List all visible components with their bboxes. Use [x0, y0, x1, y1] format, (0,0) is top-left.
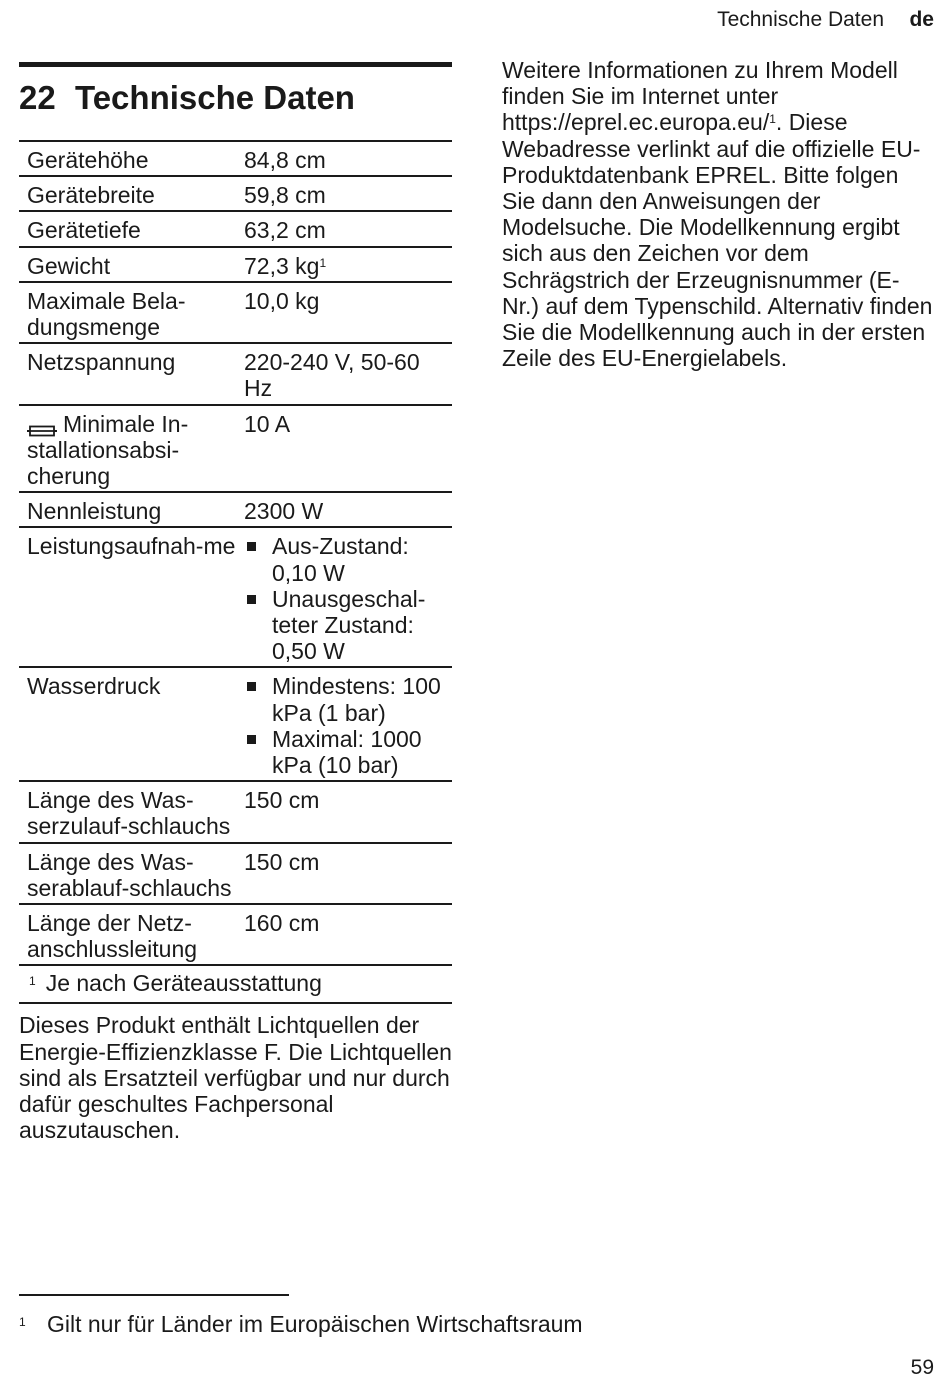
row-label: Minimale In-stallationsabsi-cherung — [27, 410, 189, 490]
table-row — [19, 405, 452, 493]
eprel-text-continued: . Diese Webadresse verlinkt auf die offizielle EU-Produktdatenbank EPREL. Bitte folgen Sie dann den Anweisungen der Modelsuche. Die Modellkennung ergibt sich aus den Zeichen vor dem Schrägstrich der Erzeugnisnummer (E-Nr.) auf dem Typenschild. Alternativ finden Sie die Modellkennung auch in der ersten Zeile des EU-Energielabels. — [502, 109, 933, 372]
row-label: Länge der Netz-anschlussleitung — [19, 904, 242, 965]
row-label: Länge des Was-serzulauf-schlauchs — [19, 781, 242, 842]
bullet-list — [244, 673, 452, 778]
row-label: Maximale Bela-dungsmenge — [27, 287, 186, 341]
row-label-cell — [19, 282, 242, 343]
chapter-number: 22 — [19, 79, 56, 116]
chapter-title: Technische Daten — [75, 79, 355, 116]
table-row — [19, 343, 452, 404]
list-item: Unausgeschal-teter Zustand: 0,50 W — [244, 586, 452, 665]
chapter-heading — [19, 75, 452, 121]
table-row — [19, 247, 452, 282]
row-value: 150 cm — [242, 781, 452, 842]
row-value-list-cell — [242, 667, 452, 781]
row-label-cell — [19, 405, 242, 493]
footnote-ref: 1 — [319, 255, 327, 270]
row-value: 59,8 cm — [242, 176, 452, 211]
row-value: 10 A — [242, 405, 452, 493]
row-value: 10,0 kg — [242, 282, 452, 343]
chapter-rule — [19, 62, 452, 67]
table-row — [19, 141, 452, 176]
row-value: 160 cm — [242, 904, 452, 965]
footnote-ref: 1 — [769, 112, 776, 127]
footnote-text: Gilt nur für Länder im Europäischen Wirtschaftsraum — [47, 1311, 583, 1337]
row-label: Netzspannung — [19, 343, 242, 404]
footnote-text: Je nach Geräteausstattung — [45, 970, 322, 997]
row-value-cell — [242, 247, 452, 282]
running-header-language: de — [909, 8, 934, 31]
technical-data-table — [19, 140, 452, 966]
table-row — [19, 492, 452, 527]
footnote-separator — [19, 1294, 289, 1296]
right-column-paragraph — [502, 57, 934, 371]
row-label: Gerätebreite — [19, 176, 242, 211]
row-value: 84,8 cm — [242, 141, 452, 176]
row-label: Nennleistung — [19, 492, 242, 527]
row-value: 150 cm — [242, 843, 452, 904]
row-value: 72,3 kg — [244, 252, 320, 279]
light-source-note: Dieses Produkt enthält Lichtquellen der Energie-Effizienzklasse F. Die Lichtquellen sind als Ersatzteil verfügbar und nur durch dafür geschultes Fachpersonal auszutauschen. — [19, 1012, 452, 1144]
table-row — [19, 667, 452, 781]
table-row — [19, 211, 452, 246]
footnote-marker: 1 — [19, 1315, 26, 1329]
row-value: 2300 W — [242, 492, 452, 527]
row-value-list-cell — [242, 527, 452, 667]
row-label: Wasserdruck — [19, 667, 242, 781]
row-value: 220-240 V, 50-60 Hz — [242, 343, 452, 404]
footnote-marker: 1 — [29, 974, 36, 989]
fuse-icon — [27, 417, 57, 431]
table-row — [19, 282, 452, 343]
page-number: 59 — [910, 1356, 934, 1379]
row-label: Gewicht — [19, 247, 242, 282]
running-header-section: Technische Daten — [717, 8, 884, 31]
list-item: Aus-Zustand: 0,10 W — [244, 533, 452, 585]
row-label: Gerätetiefe — [19, 211, 242, 246]
list-item: Maximal: 1000 kPa (10 bar) — [244, 726, 452, 778]
row-label: Leistungsaufnah-me — [19, 527, 242, 667]
list-item: Mindestens: 100 kPa (1 bar) — [244, 673, 452, 725]
table-footnote — [19, 966, 452, 1004]
eprel-text: Weitere Informationen zu Ihrem Modell finden Sie im Internet unter https://eprel.ec.europa.eu/ — [502, 57, 898, 136]
row-label: Länge des Was-serablauf-schlauchs — [19, 843, 242, 904]
left-column — [19, 62, 452, 1144]
page-footnote — [19, 1310, 583, 1338]
table-row — [19, 527, 452, 667]
row-label: Gerätehöhe — [19, 141, 242, 176]
bullet-list — [244, 533, 452, 664]
table-row — [19, 781, 452, 842]
row-value: 63,2 cm — [242, 211, 452, 246]
table-row — [19, 843, 452, 904]
table-row — [19, 176, 452, 211]
table-row — [19, 904, 452, 965]
